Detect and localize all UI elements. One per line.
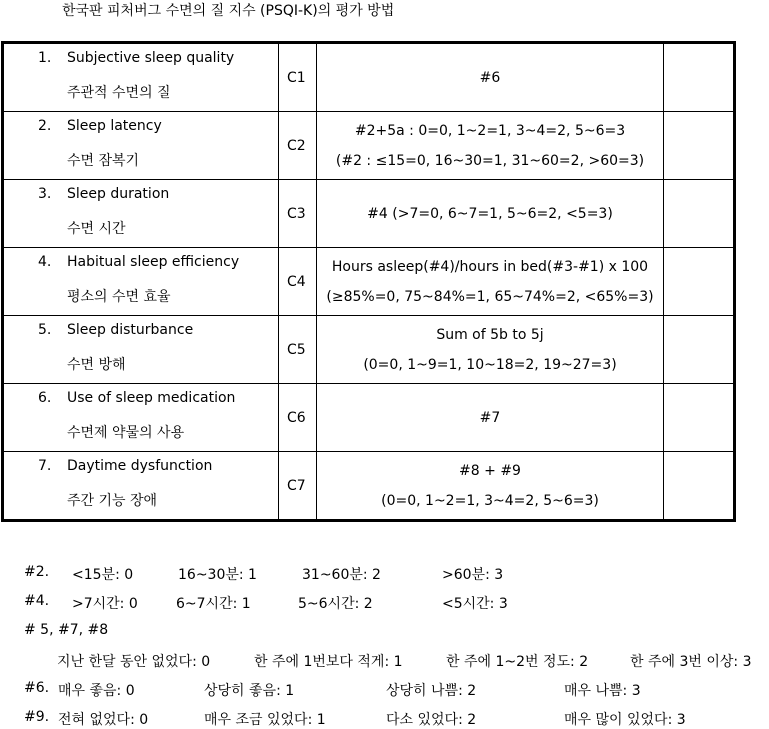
note-option: 상당히 좋음: 1	[204, 683, 295, 699]
note-option: 지난 한달 동안 없었다: 0	[57, 654, 211, 670]
note-option: 다소 있었다: 2	[386, 712, 477, 728]
note-option: <5시간: 3	[442, 596, 508, 612]
component-number: 1.	[38, 50, 52, 66]
component-name-en: Sleep disturbance	[67, 322, 194, 338]
component-code: C7	[287, 477, 306, 494]
scoring-method-detail: (0=0, 1~9=1, 10~18=2, 19~27=3)	[363, 356, 617, 373]
component-name-ko: 주관적 수면의 질	[67, 85, 171, 101]
component-name-cell	[3, 452, 279, 521]
note-option: 매우 좋음: 0	[58, 683, 135, 699]
note-option: 매우 조금 있었다: 1	[204, 712, 326, 728]
component-row	[3, 384, 735, 452]
component-name-en: Use of sleep medication	[67, 390, 236, 406]
note-option: 매우 나쁨: 3	[564, 683, 641, 699]
scoring-method-cell	[317, 43, 664, 112]
component-name-ko: 수면제 약물의 사용	[67, 425, 185, 441]
component-name-en: Subjective sleep quality	[67, 50, 235, 66]
component-name-en: Sleep latency	[67, 118, 162, 134]
component-name-cell	[3, 248, 279, 316]
component-name-cell	[3, 316, 279, 384]
note-option: 상당히 나쁨: 2	[386, 683, 477, 699]
component-code: C4	[287, 273, 306, 290]
component-name-ko: 주간 기능 장애	[67, 493, 158, 509]
component-code: C1	[287, 69, 306, 86]
document-title: 한국판 피처버그 수면의 질 지수 (PSQI-K)의 평가 방법	[62, 3, 395, 19]
component-code-cell	[279, 180, 317, 248]
score-cell	[664, 180, 735, 248]
scoring-method-cell	[317, 112, 664, 180]
component-code: C2	[287, 137, 306, 154]
score-cell	[664, 248, 735, 316]
scoring-method-cell	[317, 248, 664, 316]
component-number: 6.	[38, 390, 52, 406]
scoring-method-cell	[317, 316, 664, 384]
note-label: # 5, #7, #8	[24, 622, 109, 638]
score-cell	[664, 112, 735, 180]
component-row	[3, 248, 735, 316]
component-name-ko: 수면 시간	[67, 221, 126, 237]
scoring-method: Hours asleep(#4)/hours in bed(#3-#1) x 100	[331, 258, 649, 275]
scoring-method: #2+5a : 0=0, 1~2=1, 3~4=2, 5~6=3	[354, 122, 626, 139]
note-label: #4.	[24, 593, 50, 609]
component-code-cell	[279, 452, 317, 521]
scoring-method-detail: (0=0, 1~2=1, 3~4=2, 5~6=3)	[381, 492, 599, 509]
component-name-en: Daytime dysfunction	[67, 458, 213, 474]
component-number: 3.	[38, 186, 52, 202]
component-name-cell	[3, 384, 279, 452]
component-name-cell	[3, 180, 279, 248]
note-option: 5~6시간: 2	[298, 596, 373, 612]
score-cell	[664, 43, 735, 112]
component-number: 7.	[38, 458, 52, 474]
component-number: 2.	[38, 118, 52, 134]
component-code-cell	[279, 384, 317, 452]
note-option: 한 주에 3번 이상: 3	[630, 654, 752, 670]
scoring-method-cell	[317, 452, 664, 521]
note-label: #9.	[24, 709, 50, 725]
component-code-cell	[279, 248, 317, 316]
scoring-method: Sum of 5b to 5j	[436, 326, 544, 343]
component-row	[3, 452, 735, 521]
scoring-method-cell	[317, 180, 664, 248]
note-option: 한 주에 1~2번 정도: 2	[446, 654, 589, 670]
component-name-ko: 수면 방해	[67, 357, 126, 373]
note-option: 16~30분: 1	[178, 567, 257, 583]
component-code: C6	[287, 409, 306, 426]
note-option: <15분: 0	[72, 567, 134, 583]
component-name-cell	[3, 112, 279, 180]
note-option: >7시간: 0	[72, 596, 138, 612]
note-label: #6.	[24, 680, 50, 696]
scoring-method: #8 + #9	[459, 462, 521, 479]
component-name-ko: 평소의 수면 효율	[67, 289, 171, 305]
scoring-method: #4 (>7=0, 6~7=1, 5~6=2, <5=3)	[367, 205, 613, 222]
component-number: 4.	[38, 254, 52, 270]
note-option: 전혀 없었다: 0	[58, 712, 149, 728]
note-label: #2.	[24, 564, 50, 580]
psqi-scoring-table	[1, 41, 736, 522]
component-row	[3, 316, 735, 384]
scoring-method: #7	[479, 409, 501, 426]
component-code: C5	[287, 341, 306, 358]
note-option: >60분: 3	[442, 567, 504, 583]
component-number: 5.	[38, 322, 52, 338]
component-name-en: Sleep duration	[67, 186, 170, 202]
component-row	[3, 112, 735, 180]
component-code: C3	[287, 205, 306, 222]
component-name-ko: 수면 잠복기	[67, 153, 140, 169]
scoring-method: #6	[479, 69, 501, 86]
component-name-en: Habitual sleep efficiency	[67, 254, 240, 270]
component-code-cell	[279, 112, 317, 180]
note-option: 6~7시간: 1	[176, 596, 251, 612]
score-cell	[664, 384, 735, 452]
score-cell	[664, 452, 735, 521]
scoring-method-detail: (≥85%=0, 75~84%=1, 65~74%=2, <65%=3)	[326, 288, 654, 305]
component-code-cell	[279, 43, 317, 112]
note-option: 한 주에 1번보다 적게: 1	[254, 654, 403, 670]
component-row	[3, 43, 735, 112]
component-name-cell	[3, 43, 279, 112]
note-option: 매우 많이 있었다: 3	[564, 712, 686, 728]
scoring-method-detail: (#2 : ≤15=0, 16~30=1, 31~60=2, >60=3)	[335, 152, 645, 169]
scoring-method-cell	[317, 384, 664, 452]
score-cell	[664, 316, 735, 384]
component-row	[3, 180, 735, 248]
component-code-cell	[279, 316, 317, 384]
note-option: 31~60분: 2	[302, 567, 381, 583]
